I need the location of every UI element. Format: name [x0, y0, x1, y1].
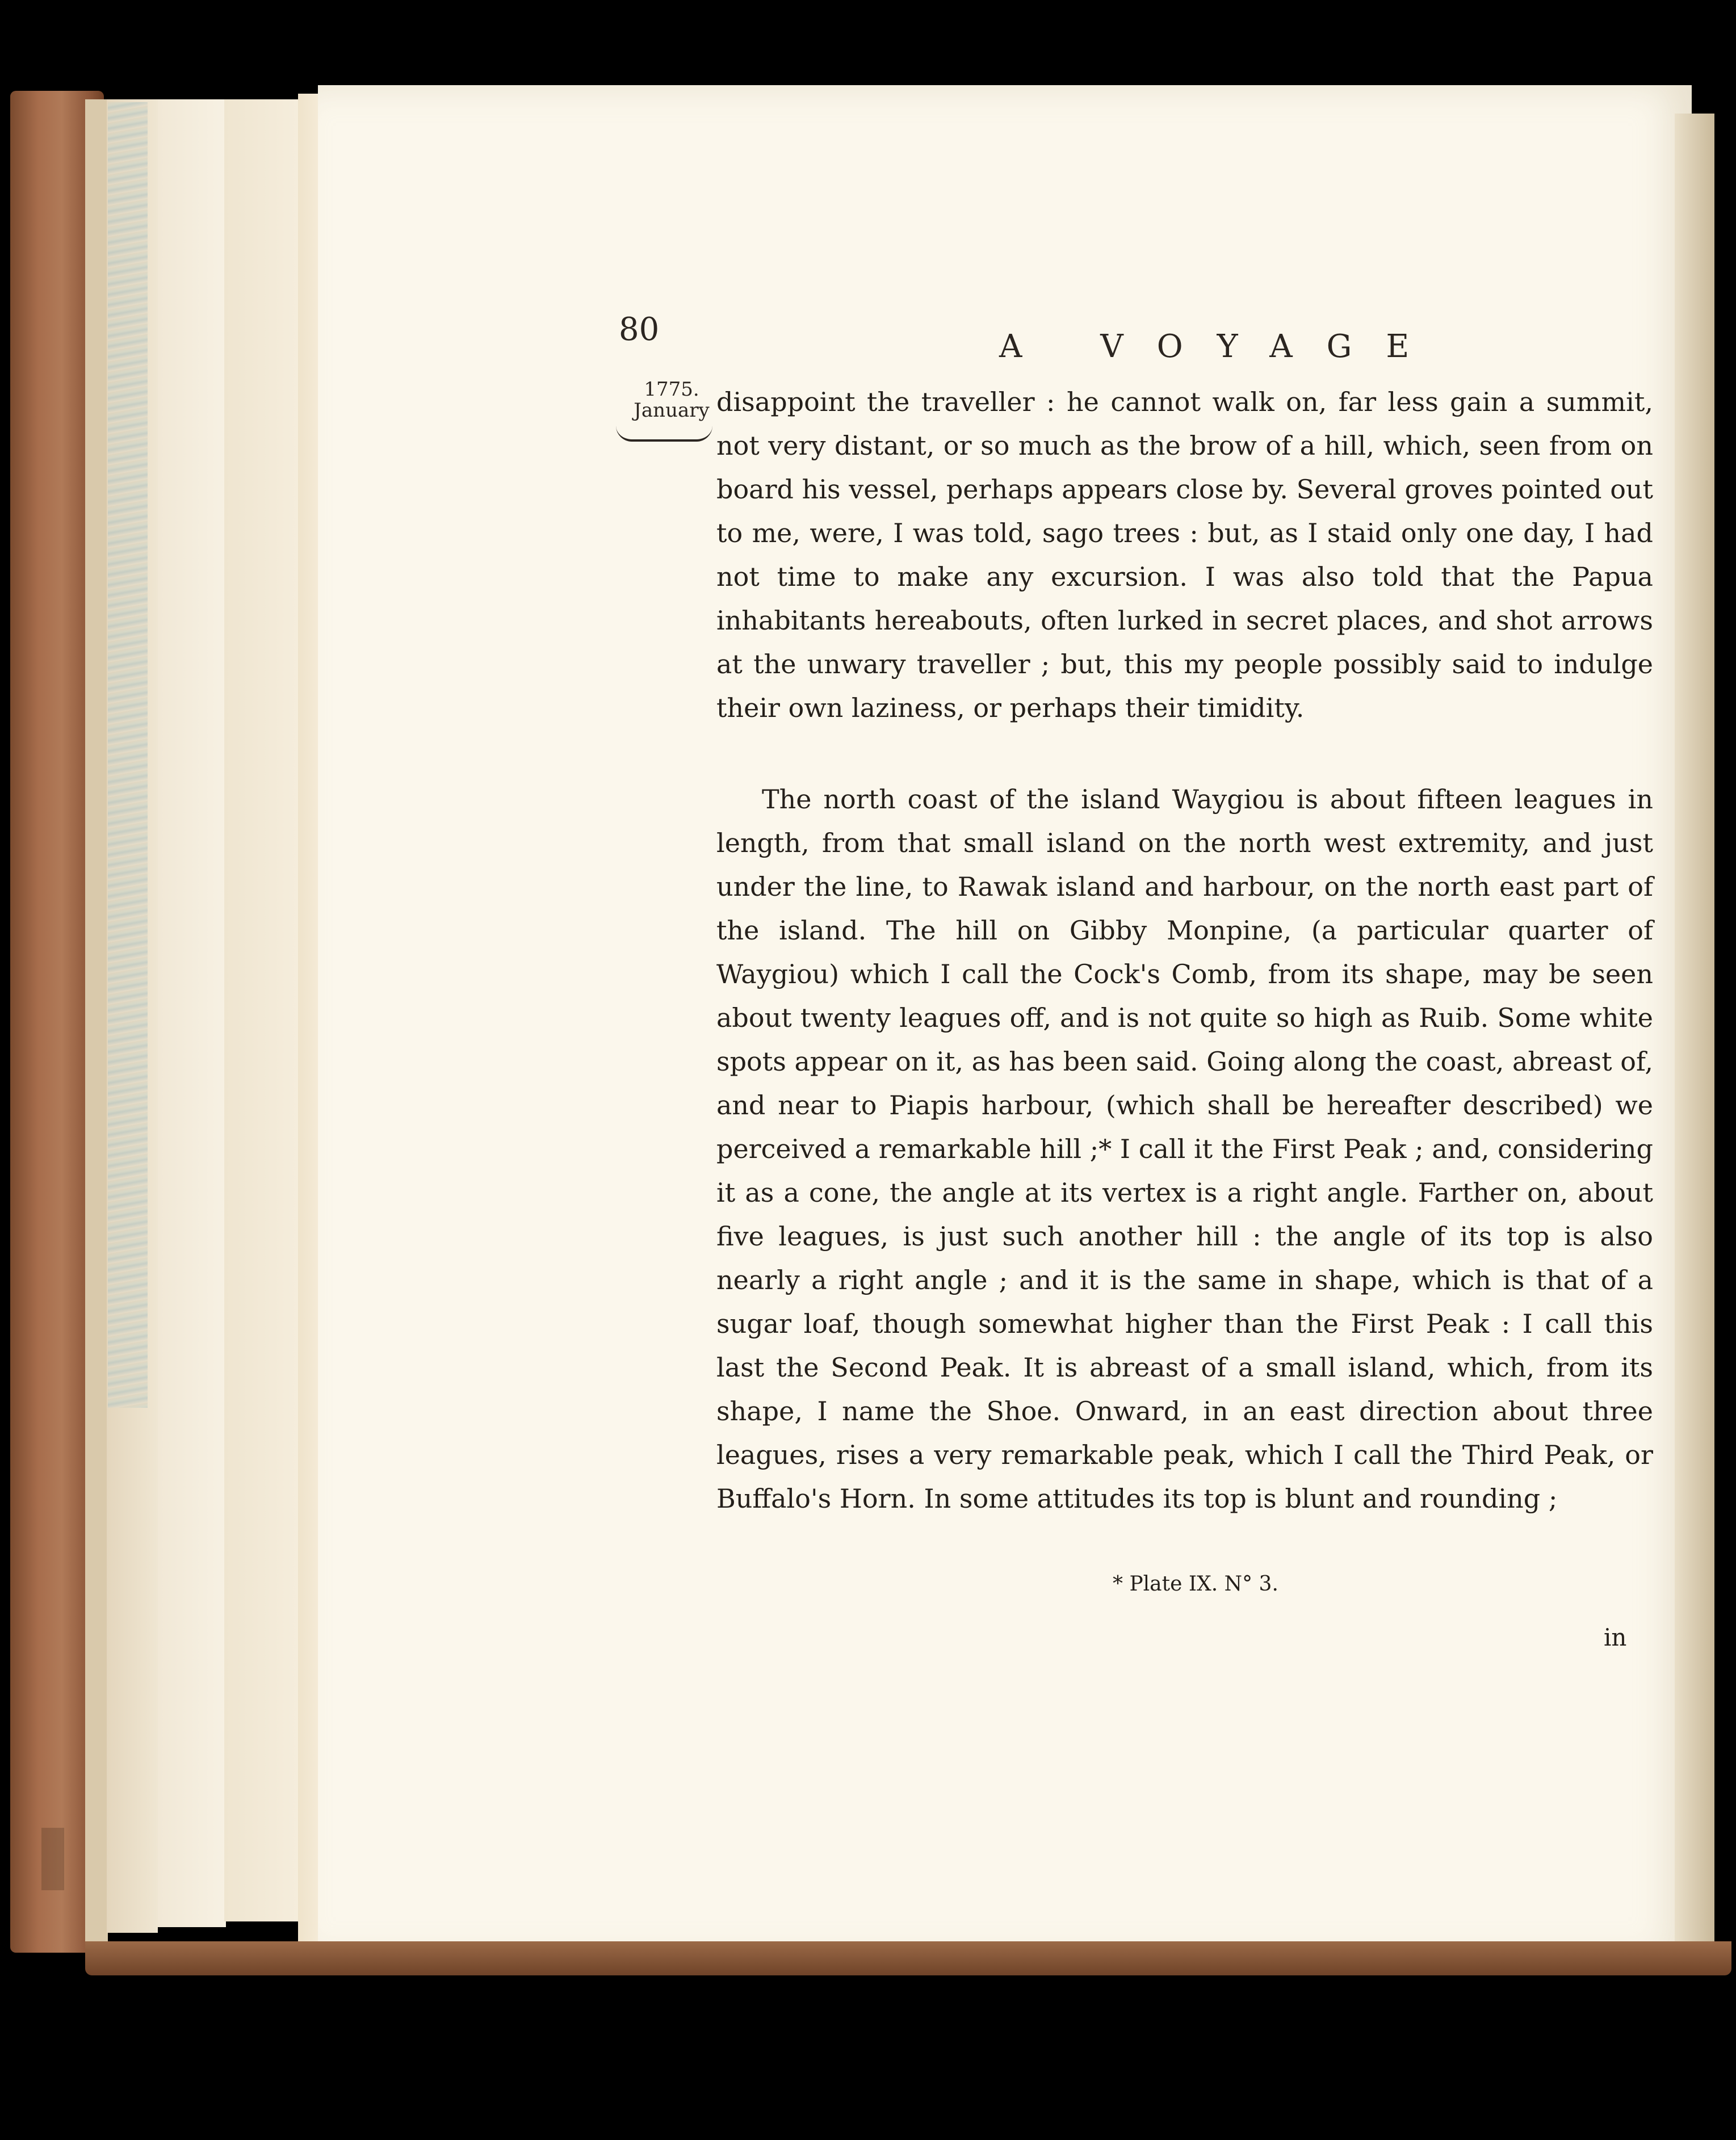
page-edge: [224, 99, 298, 1921]
margin-brace: [616, 426, 712, 442]
page-number: 80: [619, 311, 660, 348]
book-cover-bottom: [85, 1941, 1731, 1975]
paragraph-text: The north coast of the island Waygiou is about fifteen leagues in length, from that small island on the north west extremity, and just under the line, to Rawak island and harbour, on the north east part of the island. The hill on Gibby Monpine, (a particular quarter of Waygiou) which I call the Cock's Comb, from its shape, may be seen about twenty leagues off, and is not quite so high as Ruib. Some white spots appear on it, as has been said. Going along the coast, abreast of, and near to Piapis harbour, (which shall be hereafter described) we perceived a remarkable hill ;* I call it the First Peak ; and, considering it as a cone, the angle at its vertex is a right angle. Farther on, about five leagues, is just such another hill : the angle of its top is also nearly a right angle ; and it is the same in shape, which is that of a sugar loaf, though somewhat higher than the First Peak : I call this last the Second Peak. It is abreast of a small island, which, from its shape, I name the Shoe. Onward, in an east direction about three leagues, rises a very remarkable peak, which I call the Third Peak, or Buffalo's Horn. In some attitudes its top is blunt and rounding ;: [716, 784, 1653, 1514]
paragraph-text: disappoint the traveller : he cannot walk on, far less gain a summit, not very distant, or so much as the brow of a hill, which, seen from on board his vessel, perhaps appears close by. Several groves pointed out to me, were, I was told, sago trees : but, as I staid only one day, I had not time to make any excursion. I was also told that the Papua inhabitants hereabouts, often lurked in secret places, and shot arrows at the unwary traveller ; but, this my people possibly said to indulge their own laziness, or perhaps their timidity.: [716, 387, 1653, 723]
catchword: in: [1604, 1623, 1627, 1651]
running-head: A VOYAGE: [999, 328, 1444, 365]
margin-year: 1775.: [644, 378, 699, 401]
page-edge: [158, 99, 226, 1927]
margin-month: January: [634, 399, 710, 422]
margin-note: [623, 379, 720, 422]
marbled-endpaper: [108, 102, 148, 1408]
cover-label: [41, 1828, 64, 1890]
facing-page-edge: [1675, 114, 1714, 1947]
page-edge: [85, 99, 108, 1944]
paragraph-1: [716, 380, 1653, 730]
paragraph-2: [716, 778, 1653, 1521]
footnote: * Plate IX. N° 3.: [1113, 1572, 1278, 1596]
